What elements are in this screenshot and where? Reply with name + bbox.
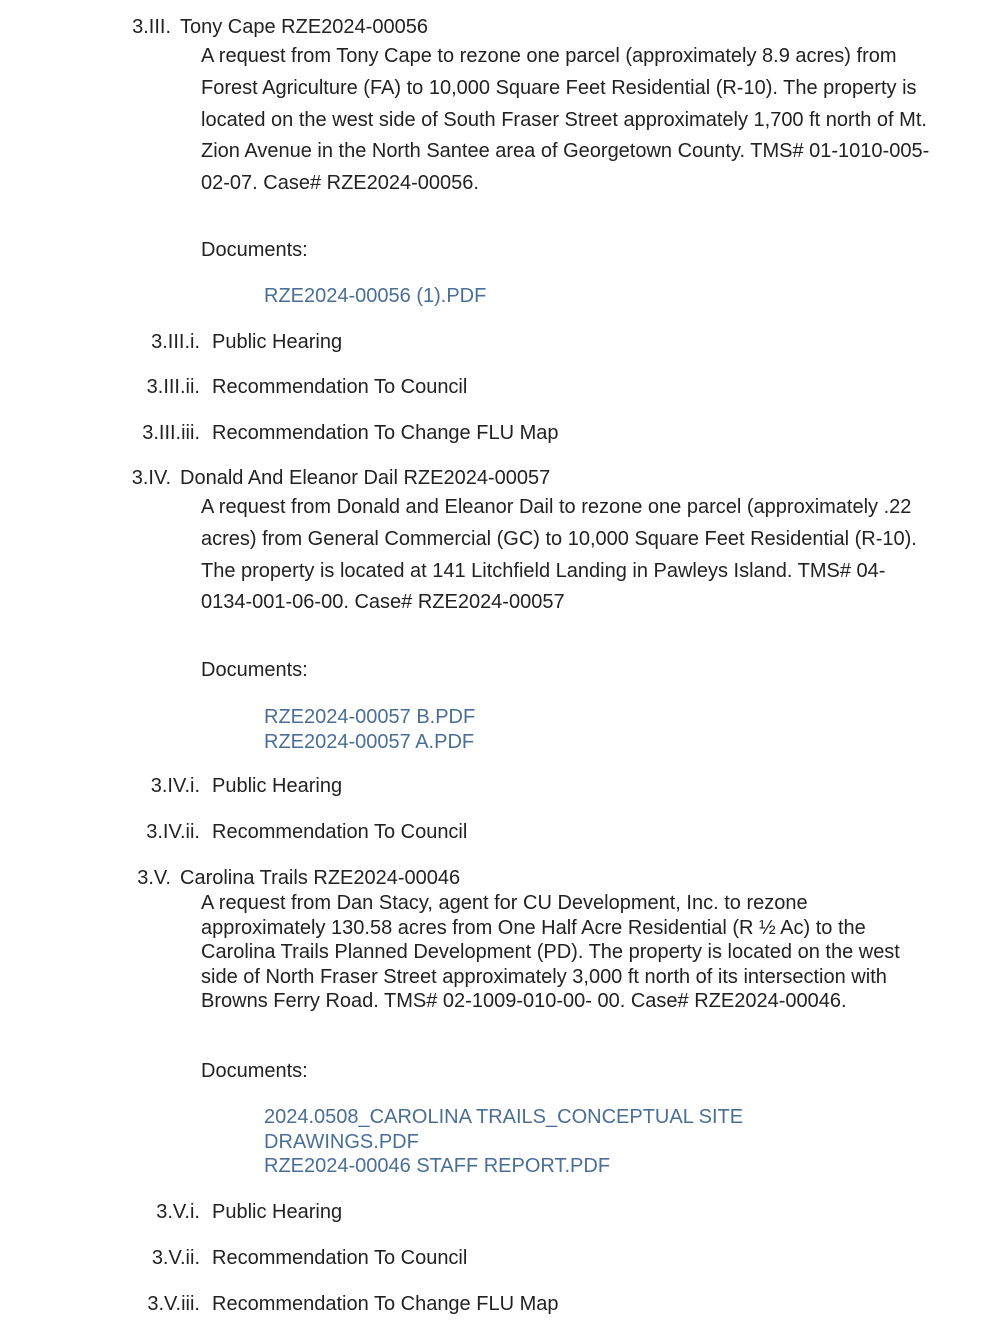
subitem-number: 3.IV.i. — [150, 775, 200, 797]
documents-list — [264, 1105, 804, 1179]
item-title: Donald And Eleanor Dail RZE2024-00057 — [180, 467, 551, 489]
subitem-label: Recommendation To Change FLU Map — [212, 422, 559, 444]
documents-list — [264, 705, 824, 754]
subitem-label: Public Hearing — [212, 1201, 343, 1223]
item-number: 3.V. — [137, 867, 171, 889]
document-link[interactable]: RZE2024-00056 (1).PDF — [264, 285, 487, 307]
subitem-label: Recommendation To Council — [212, 1247, 468, 1269]
subitem-number: 3.V.ii. — [151, 1247, 200, 1269]
documents-label: Documents: — [201, 1060, 308, 1082]
document-link[interactable]: 2024.0508_CAROLINA TRAILS_CONCEPTUAL SITE DRAWINGS.PDF — [264, 1106, 744, 1153]
document-link[interactable]: RZE2024-00046 STAFF REPORT.PDF — [264, 1155, 611, 1177]
subitem-label: Public Hearing — [212, 775, 343, 797]
item-title: Carolina Trails RZE2024-00046 — [180, 867, 461, 889]
subitem-label: Recommendation To Council — [212, 376, 468, 398]
item-number: 3.III. — [132, 16, 171, 38]
documents-label: Documents: — [201, 239, 308, 261]
subitem-label: Recommendation To Council — [212, 821, 468, 843]
document-link[interactable]: RZE2024-00057 A.PDF — [264, 730, 475, 753]
item-description: A request from Donald and Eleanor Dail to rezone one parcel (approximately .22 acres) from General Commercial (GC) to 10,000 Square Feet Residential (R-10). The property is located at 141 Litchfield Landing in Pawleys Island. TMS# 04-0134-001-06-00. Case# RZE2024-00057 — [201, 496, 917, 614]
documents-list — [264, 284, 824, 309]
subitem-number: 3.III.iii. — [142, 422, 200, 444]
item-title: Tony Cape RZE2024-00056 — [180, 16, 428, 38]
subitem-number: 3.IV.ii. — [146, 821, 200, 843]
subitem-number: 3.III.ii. — [146, 376, 200, 398]
subitem-label: Recommendation To Change FLU Map — [212, 1293, 559, 1315]
subitem-number: 3.V.iii. — [147, 1293, 200, 1315]
subitem-number: 3.V.i. — [156, 1201, 200, 1223]
item-number: 3.IV. — [131, 467, 171, 489]
item-description: A request from Dan Stacy, agent for CU Development, Inc. to rezone approximately 130.58 acres from One Half Acre Residential (R ½ Ac) to the Carolina Trails Planned Development (PD). The property is located on the west side of North Fraser Street approximately 3,000 ft north of its intersection with Browns Ferry Road. TMS# 02-1009-010-00- 00. Case# RZE2024-00046. — [201, 892, 900, 1013]
documents-label: Documents: — [201, 659, 308, 681]
subitem-label: Public Hearing — [212, 331, 343, 353]
subitem-number: 3.III.i. — [151, 331, 200, 353]
item-description: A request from Tony Cape to rezone one parcel (approximately 8.9 acres) from Forest Agriculture (FA) to 10,000 Square Feet Residential (R-10). The property is located on the west side of South Fraser Street approximately 1,700 ft north of Mt. Zion Avenue in the North Santee area of Georgetown County. TMS# 01-1010-005-02-07. Case# RZE2024-00056. — [201, 45, 930, 195]
document-link[interactable]: RZE2024-00057 B.PDF — [264, 706, 476, 728]
